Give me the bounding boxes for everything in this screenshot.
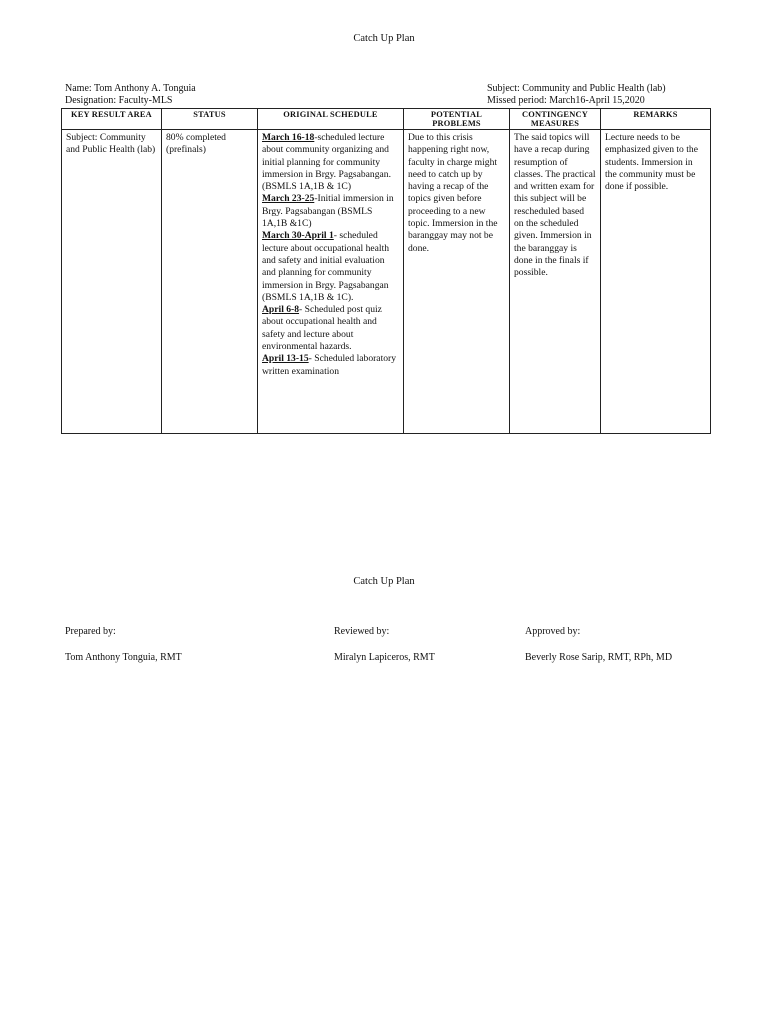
schedule-date: March 16-18 (262, 132, 315, 143)
schedule-entry (262, 353, 399, 378)
cell-contingency-measures: The said topics will have a recap during resumption of classes. The practical and written exam for this subject will be rescheduled based on the scheduled given. Immersion in the baranggay is done in the finals if possible. (510, 130, 601, 434)
schedule-entry (262, 132, 399, 193)
schedule-entry (262, 193, 399, 230)
header-original-schedule: ORIGINAL SCHEDULE (258, 109, 404, 130)
table-header-row (62, 109, 711, 130)
page-title-2: Catch Up Plan (353, 576, 415, 587)
schedule-date: March 30-April 1 (262, 230, 334, 242)
schedule-text: - Scheduled post quiz about occupational health and safety and lecture about environmental hazards. (262, 304, 382, 353)
header-key-result-area: KEY RESULT AREA (62, 109, 162, 130)
header-status: STATUS (162, 109, 258, 130)
designation-line: Designation: Faculty-MLS (65, 95, 173, 106)
catch-up-plan-table (61, 108, 711, 434)
header-potential-problems: POTENTIAL PROBLEMS (404, 109, 510, 130)
cell-original-schedule (258, 130, 404, 434)
table-row (62, 130, 711, 434)
schedule-text: - scheduled lecture about occupational health and safety and initial evaluation and planning for community immersion in Brgy. Pagsabangan (BSMLS 1A,1B & 1C). (262, 230, 390, 303)
approved-by-label: Approved by: (525, 626, 581, 637)
prepared-by-name: Tom Anthony Tonguia, RMT (65, 652, 182, 663)
schedule-entry (262, 304, 399, 353)
approved-by-name: Beverly Rose Sarip, RMT, RPh, MD (525, 652, 673, 663)
cell-status: 80% completed (prefinals) (162, 130, 258, 434)
missed-period-line: Missed period: March16-April 15,2020 (487, 95, 645, 106)
schedule-text: -Initial immersion in Brgy. Pagsabangan (BSMLS 1A,1B &1C) (262, 193, 394, 230)
reviewed-by-name: Miralyn Lapiceros, RMT (334, 652, 435, 663)
cell-key-result-area: Subject: Community and Public Health (lab) (62, 130, 162, 434)
header-remarks: REMARKS (601, 109, 711, 130)
name-line: Name: Tom Anthony A. Tonguia (65, 83, 196, 94)
page-title: Catch Up Plan (353, 33, 415, 44)
header-contingency-measures: CONTINGENCY MEASURES (510, 109, 601, 130)
cell-remarks: Lecture needs to be emphasized given to the students. Immersion in the community must be done if possible. (601, 130, 711, 434)
prepared-by-label: Prepared by: (65, 626, 116, 637)
reviewed-by-label: Reviewed by: (334, 626, 390, 637)
schedule-entry (262, 230, 399, 304)
schedule-date: April 6-8 (262, 304, 300, 316)
cell-potential-problems: Due to this crisis happening right now, faculty in charge might need to catch up by having a recap of the topics given before proceeding to a new topic. Immersion in the baranggay may not be done. (404, 130, 510, 434)
schedule-text: -scheduled lecture about community organizing and initial planning for community immersion in Brgy. Pagsabangan. (BSMLS 1A,1B & 1C) (262, 132, 391, 193)
schedule-date: April 13-15 (262, 353, 309, 365)
schedule-date: March 23-25 (262, 193, 315, 205)
subject-line: Subject: Community and Public Health (lab) (487, 83, 666, 94)
schedule-text: - Scheduled laboratory written examination (262, 353, 397, 377)
